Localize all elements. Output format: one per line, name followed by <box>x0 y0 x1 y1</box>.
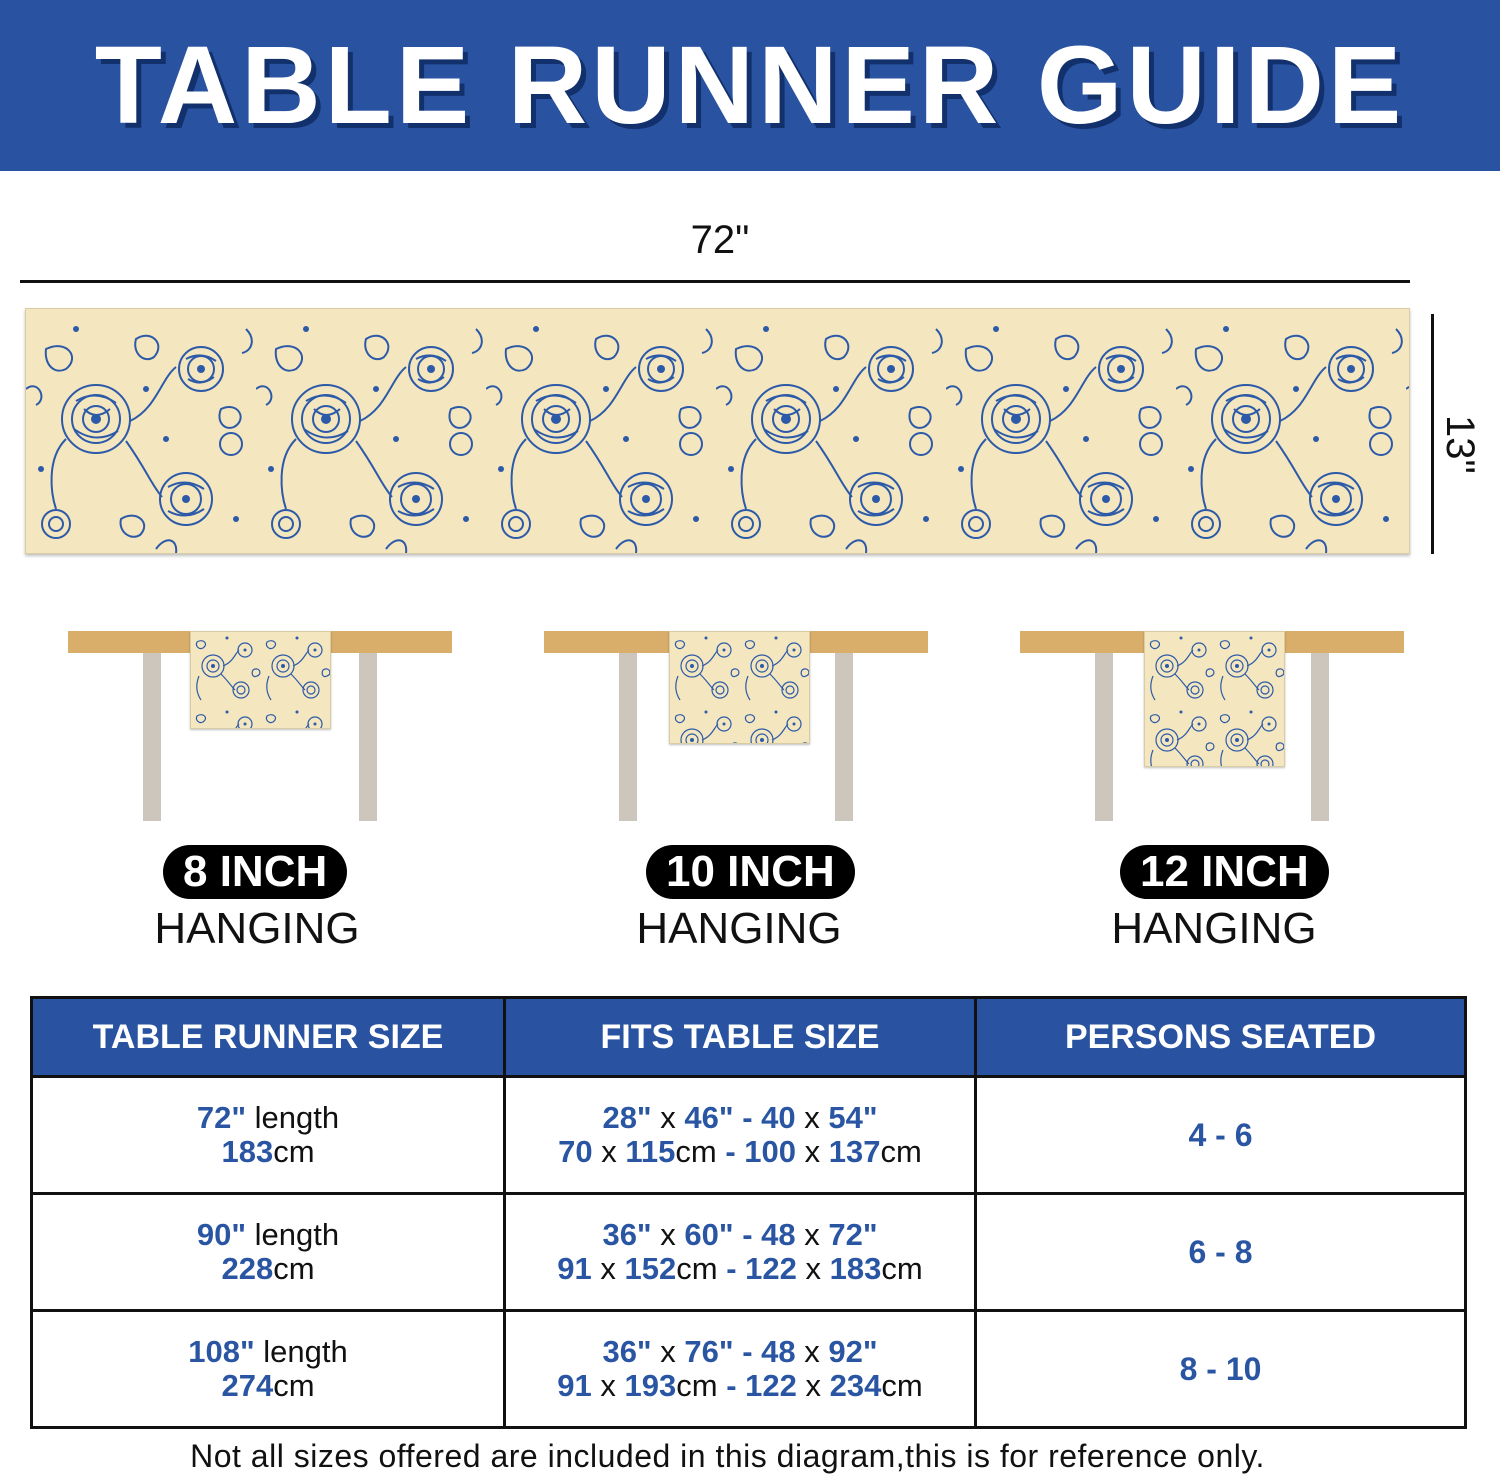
persons-seated-cell: 8 - 10 <box>976 1311 1466 1428</box>
hanging-runner-8 <box>190 631 331 729</box>
table-leg <box>619 653 637 821</box>
table-row <box>32 1077 1466 1194</box>
page-title: TABLE RUNNER GUIDE <box>94 23 1406 147</box>
fits-table-size-cell: 36" x 60" - 48 x 72" 91 x 152cm - 122 x 183cm <box>505 1194 976 1311</box>
height-dimension-line <box>1431 314 1434 554</box>
hanging-caption: HANGING <box>154 904 360 953</box>
hanging-runner-12 <box>1144 631 1285 767</box>
table-runner-image <box>25 308 1410 554</box>
runner-size-cell: 108" length 274cm <box>32 1311 505 1428</box>
table-leg <box>1311 653 1329 821</box>
hanging-size-badge: 10 INCH <box>646 845 855 899</box>
persons-seated-cell: 4 - 6 <box>976 1077 1466 1194</box>
footnote: Not all sizes offered are included in this diagram,this is for reference only. <box>190 1438 1265 1474</box>
table-row <box>32 1311 1466 1428</box>
runner-size-cell: 90" length 228cm <box>32 1194 505 1311</box>
fits-table-size-cell: 36" x 76" - 48 x 92" 91 x 193cm - 122 x 234cm <box>505 1311 976 1428</box>
width-dimension-line <box>20 280 1410 283</box>
hanging-caption: HANGING <box>636 904 842 953</box>
runner-size-cell: 72" length 183cm <box>32 1077 505 1194</box>
header-banner <box>0 0 1500 171</box>
table-header-row <box>32 998 1466 1077</box>
table-leg <box>835 653 853 821</box>
table-illustration-12 <box>1020 631 1404 831</box>
hanging-caption: HANGING <box>1111 904 1317 953</box>
size-guide-table <box>30 996 1467 1429</box>
fits-table-size-cell: 28" x 46" - 40 x 54" 70 x 115cm - 100 x 137cm <box>505 1077 976 1194</box>
table-leg <box>1095 653 1113 821</box>
width-dimension-label: 72" <box>690 218 750 262</box>
column-header: PERSONS SEATED <box>976 998 1466 1077</box>
table-row <box>32 1194 1466 1311</box>
floral-pattern-image <box>26 309 1409 553</box>
hanging-size-badge: 8 INCH <box>163 845 347 899</box>
table-leg <box>143 653 161 821</box>
hanging-runner-10 <box>669 631 810 744</box>
height-dimension-label: 13" <box>1438 415 1482 474</box>
column-header: FITS TABLE SIZE <box>505 998 976 1077</box>
table-illustration-10 <box>544 631 928 831</box>
persons-seated-cell: 6 - 8 <box>976 1194 1466 1311</box>
table-leg <box>359 653 377 821</box>
column-header: TABLE RUNNER SIZE <box>32 998 505 1077</box>
table-illustration-8 <box>68 631 452 831</box>
hanging-size-badge: 12 INCH <box>1120 845 1329 899</box>
